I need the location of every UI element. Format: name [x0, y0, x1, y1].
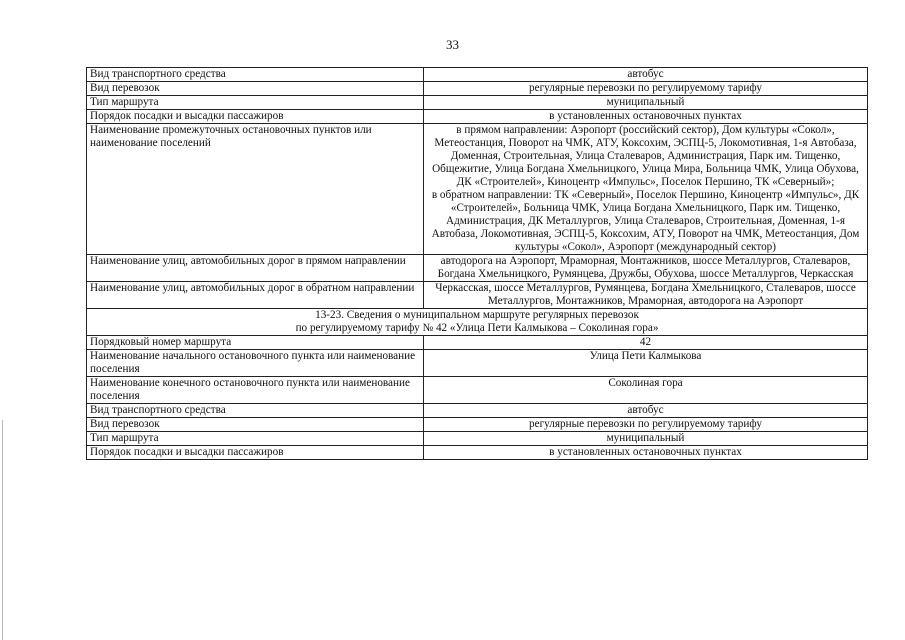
- streets-forward-value: автодорога на Аэропорт, Мраморная, Монтажников, шоссе Металлургов, Сталеваров, Богдана Хмельницкого, Румянцева, Дружбы, Обухова, шоссе Металлургов, Черкасская: [424, 255, 868, 282]
- row-value: муниципальный: [424, 432, 868, 446]
- table-row: [87, 96, 868, 110]
- table-row: [87, 418, 868, 432]
- row-value: регулярные перевозки по регулируемому тарифу: [424, 82, 868, 96]
- row-value: муниципальный: [424, 96, 868, 110]
- end-stop-label: Наименование конечного остановочного пункта или наименование поселения: [87, 377, 424, 404]
- end-stop-value: Соколиная гора: [424, 377, 868, 404]
- route-number-label: Порядковый номер маршрута: [87, 336, 424, 350]
- route-number-value: 42: [424, 336, 868, 350]
- table-row-streets-backward: [87, 282, 868, 309]
- page-number: 33: [446, 37, 459, 52]
- row-value: в установленных остановочных пунктах: [424, 110, 868, 124]
- row-label: Тип маршрута: [87, 96, 424, 110]
- row-value: автобус: [424, 68, 868, 82]
- scan-edge-line: [2, 420, 3, 640]
- table-row-streets-forward: [87, 255, 868, 282]
- stops-forward: в прямом направлении: Аэропорт (российский сектор), Дом культуры «Сокол», Метеостанция, Поворот на ЧМК, АТУ, Коксохим, ЭСПЦ-5, Локомотивная, 1-я Автобаза, Доменная, Строительная, Улица Сталеваров, Администрация, Парк им. Тищенко, Общежитие, Улица Богдана Хмельницкого, Улица Мира, Больница ЧМК, Улица Обухова, ДК «Строителей», Киноцентр «Импульс», Поселок Першино, ТК «Северный»;: [432, 124, 859, 188]
- table-row: [87, 377, 868, 404]
- section-heading-line1: 13-23. Сведения о муниципальном маршруте регулярных перевозок: [315, 309, 639, 321]
- table-row: [87, 404, 868, 418]
- row-label: Порядок посадки и высадки пассажиров: [87, 446, 424, 460]
- table-row: [87, 432, 868, 446]
- table-row: [87, 350, 868, 377]
- streets-backward-label: Наименование улиц, автомобильных дорог в обратном направлении: [87, 282, 424, 309]
- row-value: автобус: [424, 404, 868, 418]
- table-row: [87, 110, 868, 124]
- row-value: регулярные перевозки по регулируемому тарифу: [424, 418, 868, 432]
- row-label: Тип маршрута: [87, 432, 424, 446]
- stops-value: [424, 124, 868, 255]
- row-label: Вид перевозок: [87, 82, 424, 96]
- streets-forward-label: Наименование улиц, автомобильных дорог в прямом направлении: [87, 255, 424, 282]
- table-row: [87, 68, 868, 82]
- row-label: Вид транспортного средства: [87, 404, 424, 418]
- table-row: [87, 336, 868, 350]
- row-label: Порядок посадки и высадки пассажиров: [87, 110, 424, 124]
- table-row: [87, 446, 868, 460]
- row-label: Вид перевозок: [87, 418, 424, 432]
- start-stop-value: Улица Пети Калмыкова: [424, 350, 868, 377]
- table-row-stops: [87, 124, 868, 255]
- section-heading: [87, 309, 868, 336]
- table-row: [87, 82, 868, 96]
- section-heading-row: [87, 309, 868, 336]
- route-info-table: [86, 67, 868, 460]
- row-label: Вид транспортного средства: [87, 68, 424, 82]
- start-stop-label: Наименование начального остановочного пункта или наименование поселения: [87, 350, 424, 377]
- stops-label: Наименование промежуточных остановочных пунктов или наименование поселений: [87, 124, 424, 255]
- section-heading-line2: по регулируемому тарифу № 42 «Улица Пети Калмыкова – Соколиная гора»: [295, 322, 659, 334]
- row-value: в установленных остановочных пунктах: [424, 446, 868, 460]
- stops-backward: в обратном направлении: ТК «Северный», Поселок Першино, Киноцентр «Импульс», ДК «Строителей», Больница ЧМК, Улица Богдана Хмельницкого, Парк им. Тищенко, Администрация, ДК Металлургов, Улица Сталеваров, Строительная, Доменная, 1-я Автобаза, Локомотивная, ЭСПЦ-5, Коксохим, АТУ, Поворот на ЧМК, Метеостанция, Дом культуры «Сокол», Аэропорт (международный сектор): [431, 189, 860, 253]
- streets-backward-value: Черкасская, шоссе Металлургов, Румянцева, Богдана Хмельницкого, Сталеваров, шоссе Металлургов, Монтажников, Мраморная, автодорога на Аэропорт: [424, 282, 868, 309]
